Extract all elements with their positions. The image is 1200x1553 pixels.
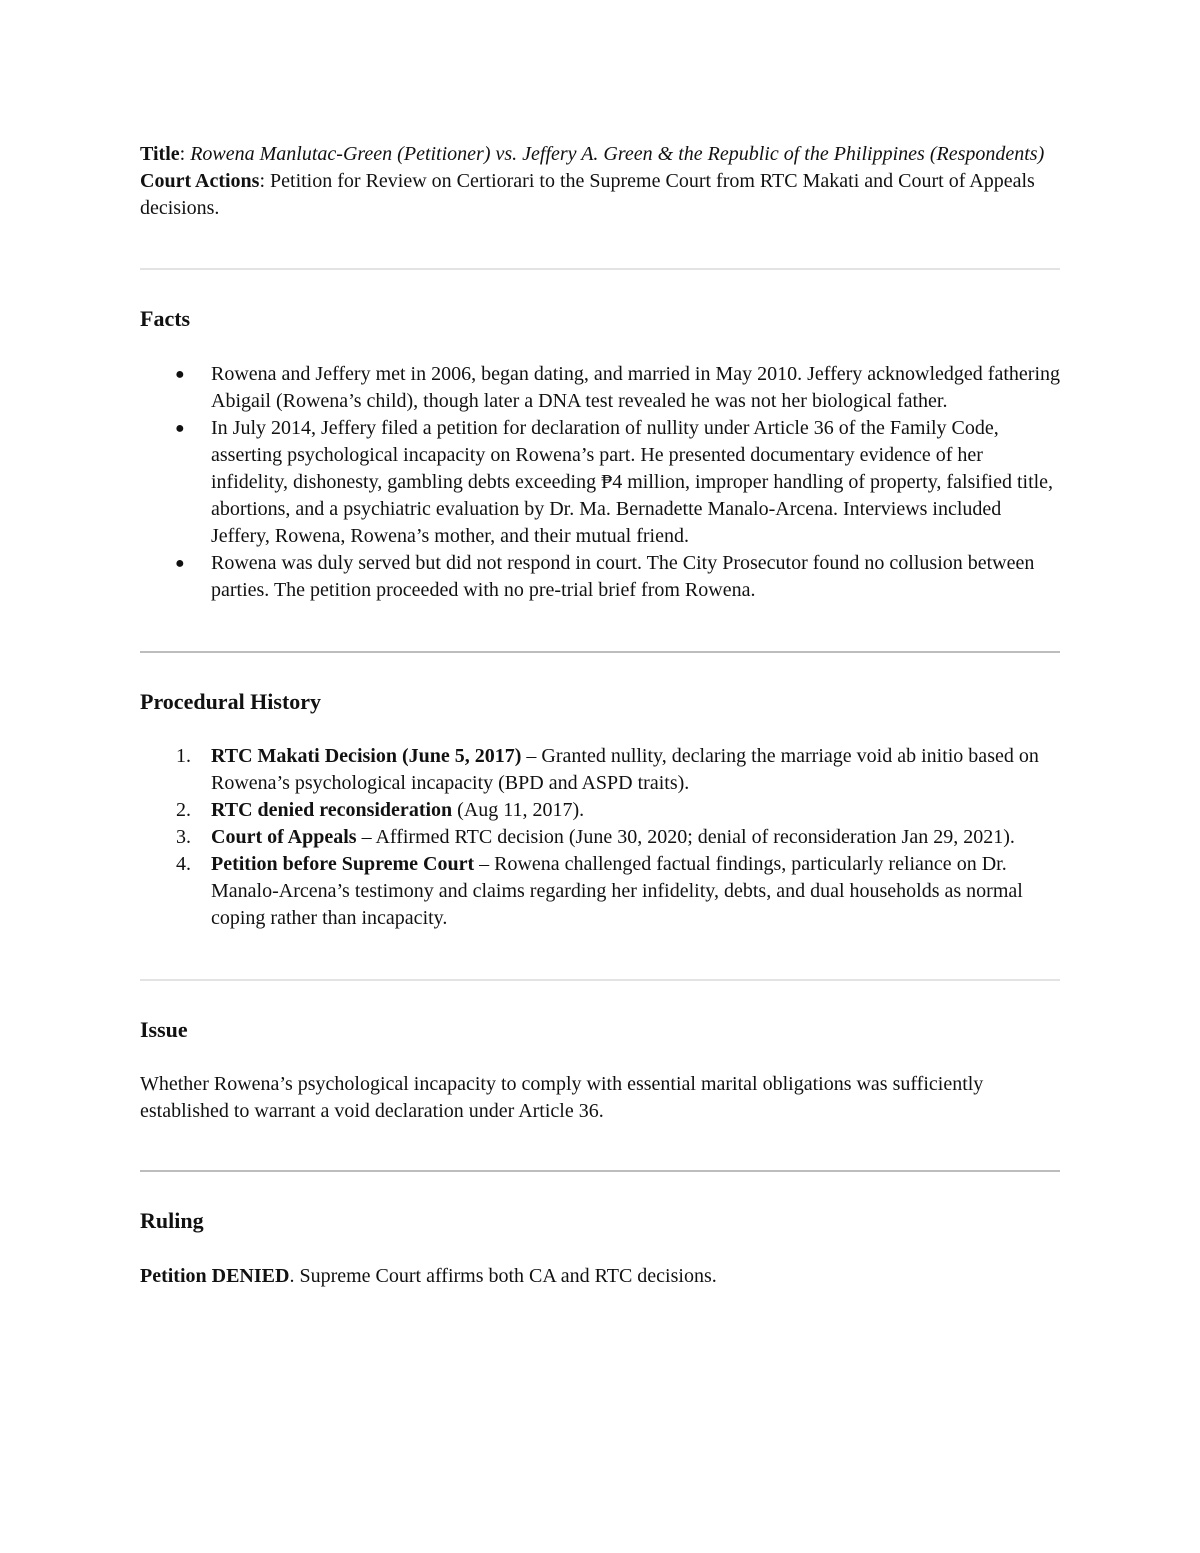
case-title: Rowena Manlutac-Green (Petitioner) vs. Jeffery A. Green & the Republic of the Philippines (Respondents)	[190, 143, 1045, 165]
ruling-heading: Ruling	[140, 1208, 204, 1233]
fact-text: Rowena and Jeffery met in 2006, began dating, and married in May 2010. Jeffery acknowledged fathering Abigail (Rowena’s child), though later a DNA test revealed he was not her biological father.	[211, 363, 1060, 412]
divider-2	[140, 651, 1060, 653]
facts-heading: Facts	[140, 306, 191, 331]
list-item	[176, 851, 1060, 932]
ruling-rest: . Supreme Court affirms both CA and RTC decisions.	[289, 1265, 717, 1287]
title-label: Title	[140, 143, 180, 165]
item-text: – Granted nullity, declaring the marriage void ab initio based on Rowena’s psychological incapacity (BPD and ASPD traits).	[211, 745, 1039, 794]
item-number: 1.	[176, 745, 191, 767]
court-actions-separator: :	[259, 170, 271, 192]
procedural-history-list	[140, 743, 1060, 932]
title-separator: :	[179, 143, 191, 165]
court-actions-line	[140, 168, 1060, 222]
title-line	[140, 141, 1060, 168]
procedural-history-heading: Procedural History	[140, 689, 322, 714]
ruling-bold: Petition DENIED	[140, 1265, 290, 1287]
fact-text: Rowena was duly served but did not respond in court. The City Prosecutor found no collusion between parties. The petition proceeded with no pre-trial brief from Rowena.	[211, 552, 1035, 601]
case-header	[140, 141, 1060, 222]
list-item	[176, 797, 1060, 824]
item-number: 2.	[176, 799, 191, 821]
divider-3	[140, 979, 1060, 981]
item-bold-text: RTC Makati Decision (June 5, 2017)	[211, 745, 522, 767]
list-item	[176, 824, 1060, 851]
list-item	[176, 743, 1060, 797]
list-item	[175, 361, 1060, 415]
item-number: 3.	[176, 826, 191, 848]
item-bold-text: RTC denied reconsideration	[211, 799, 453, 821]
issue-text: Whether Rowena’s psychological incapacity to comply with essential marital obligations was sufficiently established to warrant a void declaration under Article 36.	[140, 1073, 984, 1122]
bullet-icon: ●	[175, 420, 185, 437]
divider-4	[140, 1170, 1060, 1172]
divider-1	[140, 268, 1060, 270]
bullet-icon: ●	[175, 366, 185, 383]
fact-text: In July 2014, Jeffery filed a petition for declaration of nullity under Article 36 of the Family Code, asserting psychological incapacity on Rowena’s part. He presented documentary evidence of her infidelity, dishonesty, gambling debts exceeding ₱4 million, improper handling of property, falsified title, abortions, and a psychiatric evaluation by Dr. Ma. Bernadette Manalo-Arcena. Interviews included Jeffery, Rowena, Rowena’s mother, and their mutual friend.	[211, 417, 1054, 547]
item-text: – Rowena challenged factual findings, particularly reliance on Dr. Manalo-Arcena’s testimony and claims regarding her infidelity, debts, and dual households as normal coping rather than incapacity.	[211, 853, 1023, 929]
list-item	[175, 415, 1060, 550]
facts-list	[140, 361, 1060, 604]
court-actions-label: Court Actions	[140, 170, 260, 192]
item-bold-text: Petition before Supreme Court	[211, 853, 475, 875]
issue-heading: Issue	[140, 1017, 188, 1042]
item-text: – Affirmed RTC decision (June 30, 2020; denial of reconsideration Jan 29, 2021).	[356, 826, 1015, 848]
list-item	[175, 550, 1060, 604]
item-bold-text: Court of Appeals	[211, 826, 357, 848]
bullet-icon: ●	[175, 555, 185, 572]
court-actions-value: Petition for Review on Certiorari to the Supreme Court from RTC Makati and Court of Appeals decisions.	[140, 170, 1035, 219]
ruling-text	[140, 1263, 1060, 1290]
document-page	[140, 141, 1060, 1290]
item-text: (Aug 11, 2017).	[452, 799, 585, 821]
item-number: 4.	[176, 853, 191, 875]
